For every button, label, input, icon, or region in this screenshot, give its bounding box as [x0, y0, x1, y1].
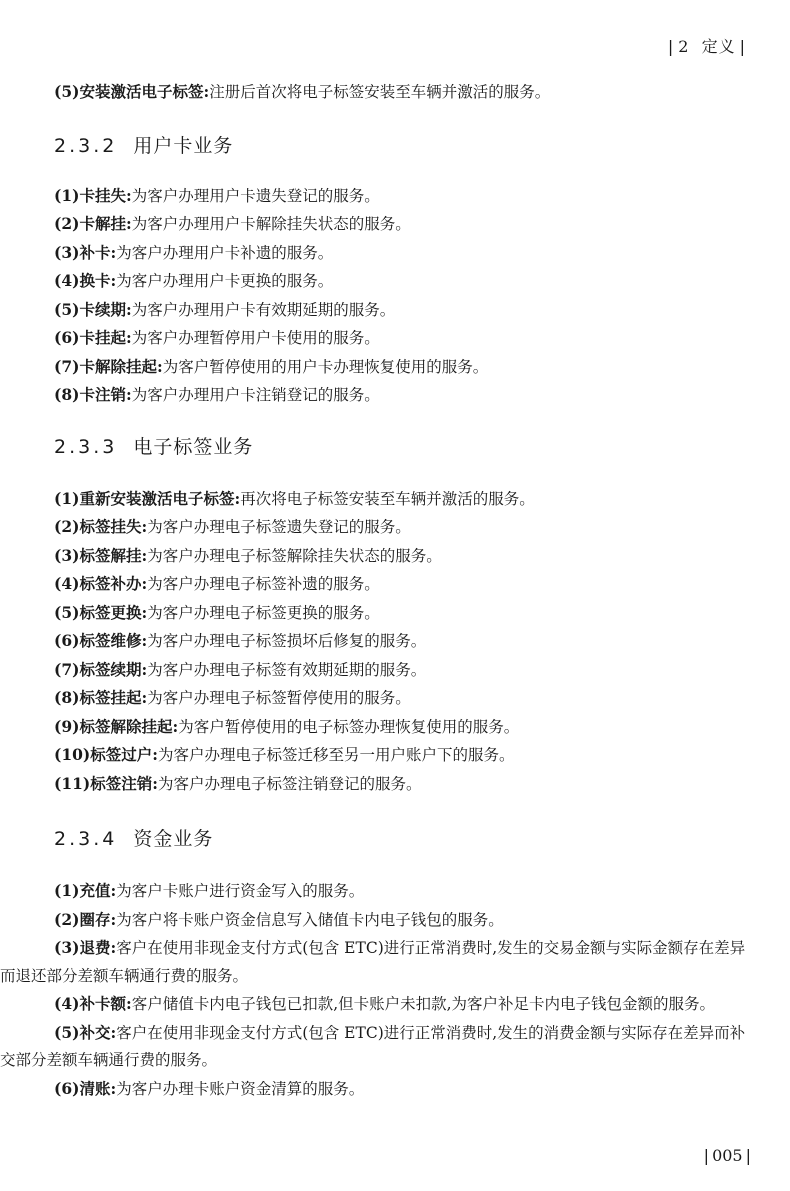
- item-term: 充值: [79, 881, 111, 900]
- item-term: 卡挂起: [79, 328, 126, 347]
- item-text: 为客户办理电子标签迁移至另一用户账户下的服务。: [158, 746, 515, 764]
- item-number: (5): [54, 1022, 80, 1042]
- item-number: (2): [54, 909, 80, 929]
- item-number: (4): [54, 994, 80, 1013]
- section-number: 2.3.2: [54, 134, 118, 157]
- running-head-divider: |: [667, 37, 675, 56]
- section-heading: [54, 131, 754, 158]
- item-text: 注册后首次将电子标签安装至车辆并激活的服务。: [209, 83, 551, 101]
- item-text: 为客户办理用户卡补遗的服务。: [116, 243, 334, 262]
- list-item: (11)标签注销:为客户办理电子标签注销登记的服务。: [54, 773, 422, 793]
- item-number: (2): [54, 214, 80, 233]
- item-term: 标签注销: [90, 773, 153, 793]
- list-item: (8)卡注销:为客户办理用户卡注销登记的服务。: [54, 385, 380, 404]
- page-content: [0, 78, 754, 1103]
- list-item: (5)安装激活电子标签:注册后首次将电子标签安装至车辆并激活的服务。: [54, 82, 551, 101]
- item-number: (8): [54, 385, 80, 404]
- item-text: 为客户办理用户卡遗失登记的服务。: [131, 186, 380, 205]
- item-term: 退费: [79, 938, 111, 957]
- item-term: 标签续期: [79, 659, 142, 679]
- item-number: (5): [54, 82, 80, 101]
- item-number: (11): [54, 773, 91, 793]
- section-number: 2.3.3: [54, 435, 118, 458]
- item-term: 标签补办: [79, 574, 142, 593]
- item-term: 标签挂起: [79, 688, 142, 707]
- section-title: 电子标签业务: [133, 435, 254, 458]
- section-list: [54, 485, 754, 799]
- item-term: 卡注销: [79, 385, 126, 404]
- list-item: (4)标签补办:为客户办理电子标签补遗的服务。: [54, 574, 380, 593]
- item-text: 为客户办理电子标签有效期延期的服务。: [147, 660, 427, 679]
- list-item: (9)标签解除挂起:为客户暂停使用的电子标签办理恢复使用的服务。: [54, 716, 520, 736]
- list-item: (6)清账:为客户办理卡账户资金清算的服务。: [54, 1078, 365, 1098]
- item-term: 卡挂失: [79, 185, 126, 205]
- item-text: 为客户办理电子标签注销登记的服务。: [158, 774, 422, 793]
- item-number: (9): [54, 716, 80, 736]
- item-term: 补卡额: [79, 994, 126, 1013]
- item-number: (1): [54, 881, 80, 900]
- section-title: 资金业务: [133, 828, 214, 850]
- item-text: 为客户办理电子标签暂停使用的服务。: [147, 689, 411, 707]
- item-number: (6): [54, 328, 80, 347]
- item-text: 客户在使用非现金支付方式(包含 ETC)进行正常消费时,发生的交易金额与实际金额存在差异而退还部分差额车辆通行费的服务。: [0, 939, 746, 985]
- list-item: (5)卡续期:为客户办理用户卡有效期延期的服务。: [54, 299, 396, 319]
- item-number: (1): [54, 185, 80, 205]
- running-head-title: 定义: [701, 37, 736, 56]
- list-item: (3)退费:客户在使用非现金支付方式(包含 ETC)进行正常消费时,发生的交易金额与实际金额存在差异而退还部分差额车辆通行费的服务。: [0, 938, 746, 985]
- item-number: (7): [54, 659, 80, 679]
- item-text: 为客户办理用户卡有效期延期的服务。: [131, 300, 396, 319]
- item-term: 标签过户: [90, 745, 153, 764]
- list-item: (3)补卡:为客户办理用户卡补遗的服务。: [54, 242, 334, 262]
- list-item: (8)标签挂起:为客户办理电子标签暂停使用的服务。: [54, 688, 411, 707]
- item-text: 为客户办理电子标签更换的服务。: [147, 603, 380, 622]
- list-item: (1)重新安装激活电子标签:再次将电子标签安装至车辆并激活的服务。: [54, 488, 535, 508]
- section-title: 用户卡业务: [133, 134, 234, 157]
- item-number: (4): [54, 271, 80, 290]
- item-term: 标签挂失: [79, 517, 142, 536]
- item-text: 为客户卡账户进行资金写入的服务。: [116, 882, 365, 900]
- list-item: (2)标签挂失:为客户办理电子标签遗失登记的服务。: [54, 517, 411, 536]
- item-text: 为客户办理电子标签解除挂失状态的服务。: [147, 546, 442, 565]
- page-number-divider-right: |: [745, 1146, 751, 1165]
- item-number: (2): [54, 517, 80, 536]
- list-item: (7)标签续期:为客户办理电子标签有效期延期的服务。: [54, 659, 427, 679]
- item-term: 重新安装激活电子标签: [79, 488, 235, 508]
- item-text: 客户在使用非现金支付方式(包含 ETC)进行正常消费时,发生的消费金额与实际存在差异而补交部分差额车辆通行费的服务。: [0, 1023, 746, 1069]
- item-term: 换卡: [79, 271, 111, 290]
- item-term: 标签维修: [79, 631, 142, 650]
- item-text: 为客户办理用户卡注销登记的服务。: [131, 386, 380, 404]
- item-term: 卡续期: [79, 299, 126, 319]
- list-item: (2)圈存:为客户将卡账户资金信息写入储值卡内电子钱包的服务。: [54, 909, 504, 929]
- list-item: (5)标签更换:为客户办理电子标签更换的服务。: [54, 602, 380, 622]
- list-item: (10)标签过户:为客户办理电子标签迁移至另一用户账户下的服务。: [54, 745, 515, 764]
- running-head-chapter: 2: [678, 37, 690, 56]
- item-text: 再次将电子标签安装至车辆并激活的服务。: [240, 489, 535, 508]
- list-item: (7)卡解除挂起:为客户暂停使用的用户卡办理恢复使用的服务。: [54, 356, 489, 376]
- item-number: (6): [54, 631, 80, 650]
- item-term: 标签解挂: [79, 545, 142, 565]
- item-number: (3): [54, 242, 80, 262]
- section-list: [0, 877, 754, 1103]
- item-text: 为客户办理卡账户资金清算的服务。: [116, 1079, 365, 1098]
- item-text: 为客户办理电子标签损坏后修复的服务。: [147, 632, 427, 650]
- section-heading: [54, 432, 754, 459]
- list-item: (6)标签维修:为客户办理电子标签损坏后修复的服务。: [54, 631, 427, 650]
- running-head: [664, 34, 750, 57]
- list-item: (1)卡挂失:为客户办理用户卡遗失登记的服务。: [54, 185, 380, 205]
- list-item: (6)卡挂起:为客户办理暂停用户卡使用的服务。: [54, 328, 380, 347]
- item-number: (5): [54, 602, 80, 622]
- page-number: [701, 1146, 754, 1165]
- item-term: 卡解挂: [79, 214, 126, 233]
- item-number: (1): [54, 488, 80, 508]
- list-item: (2)卡解挂:为客户办理用户卡解除挂失状态的服务。: [54, 214, 411, 233]
- item-number: (3): [54, 545, 80, 565]
- item-term: 补卡: [79, 242, 111, 262]
- item-term: 清账: [79, 1078, 111, 1098]
- item-term: 卡解除挂起: [79, 356, 157, 376]
- list-item: (5)补交:客户在使用非现金支付方式(包含 ETC)进行正常消费时,发生的消费金额与实际存在差异而补交部分差额车辆通行费的服务。: [0, 1022, 746, 1069]
- list-item: (1)充值:为客户卡账户进行资金写入的服务。: [54, 881, 365, 900]
- item-term: 安装激活电子标签: [79, 82, 204, 101]
- section-list: [54, 182, 754, 410]
- item-text: 为客户办理电子标签遗失登记的服务。: [147, 518, 411, 536]
- item-text: 为客户办理用户卡解除挂失状态的服务。: [131, 215, 411, 233]
- item-term: 标签解除挂起: [79, 716, 173, 736]
- page-number-value: 005: [712, 1146, 743, 1165]
- running-head-divider-right: |: [739, 37, 746, 56]
- page-number-divider: |: [703, 1146, 710, 1165]
- list-item: (3)标签解挂:为客户办理电子标签解除挂失状态的服务。: [54, 545, 442, 565]
- item-text: 为客户暂停使用的用户卡办理恢复使用的服务。: [162, 357, 489, 376]
- item-term: 标签更换: [79, 602, 142, 622]
- list-item: (4)换卡:为客户办理用户卡更换的服务。: [54, 271, 334, 290]
- item-number: (7): [54, 356, 80, 376]
- item-text: 客户储值卡内电子钱包已扣款,但卡账户未扣款,为客户补足卡内电子钱包金额的服务。: [131, 995, 716, 1013]
- item-term: 圈存: [79, 909, 111, 929]
- item-term: 补交: [79, 1022, 111, 1042]
- item-number: (10): [54, 745, 91, 764]
- item-text: 为客户暂停使用的电子标签办理恢复使用的服务。: [178, 717, 520, 736]
- item-number: (4): [54, 574, 80, 593]
- item-number: (3): [54, 938, 80, 957]
- item-text: 为客户办理用户卡更换的服务。: [116, 272, 334, 290]
- item-text: 为客户办理暂停用户卡使用的服务。: [131, 329, 380, 347]
- item-text: 为客户办理电子标签补遗的服务。: [147, 575, 380, 593]
- item-number: (6): [54, 1078, 80, 1098]
- section-heading: [54, 824, 754, 851]
- section-number: 2.3.4: [54, 828, 118, 850]
- item-number: (8): [54, 688, 80, 707]
- item-text: 为客户将卡账户资金信息写入储值卡内电子钱包的服务。: [116, 910, 504, 929]
- item-number: (5): [54, 299, 80, 319]
- list-item: (4)补卡额:客户储值卡内电子钱包已扣款,但卡账户未扣款,为客户补足卡内电子钱包金额的服务。: [54, 994, 716, 1013]
